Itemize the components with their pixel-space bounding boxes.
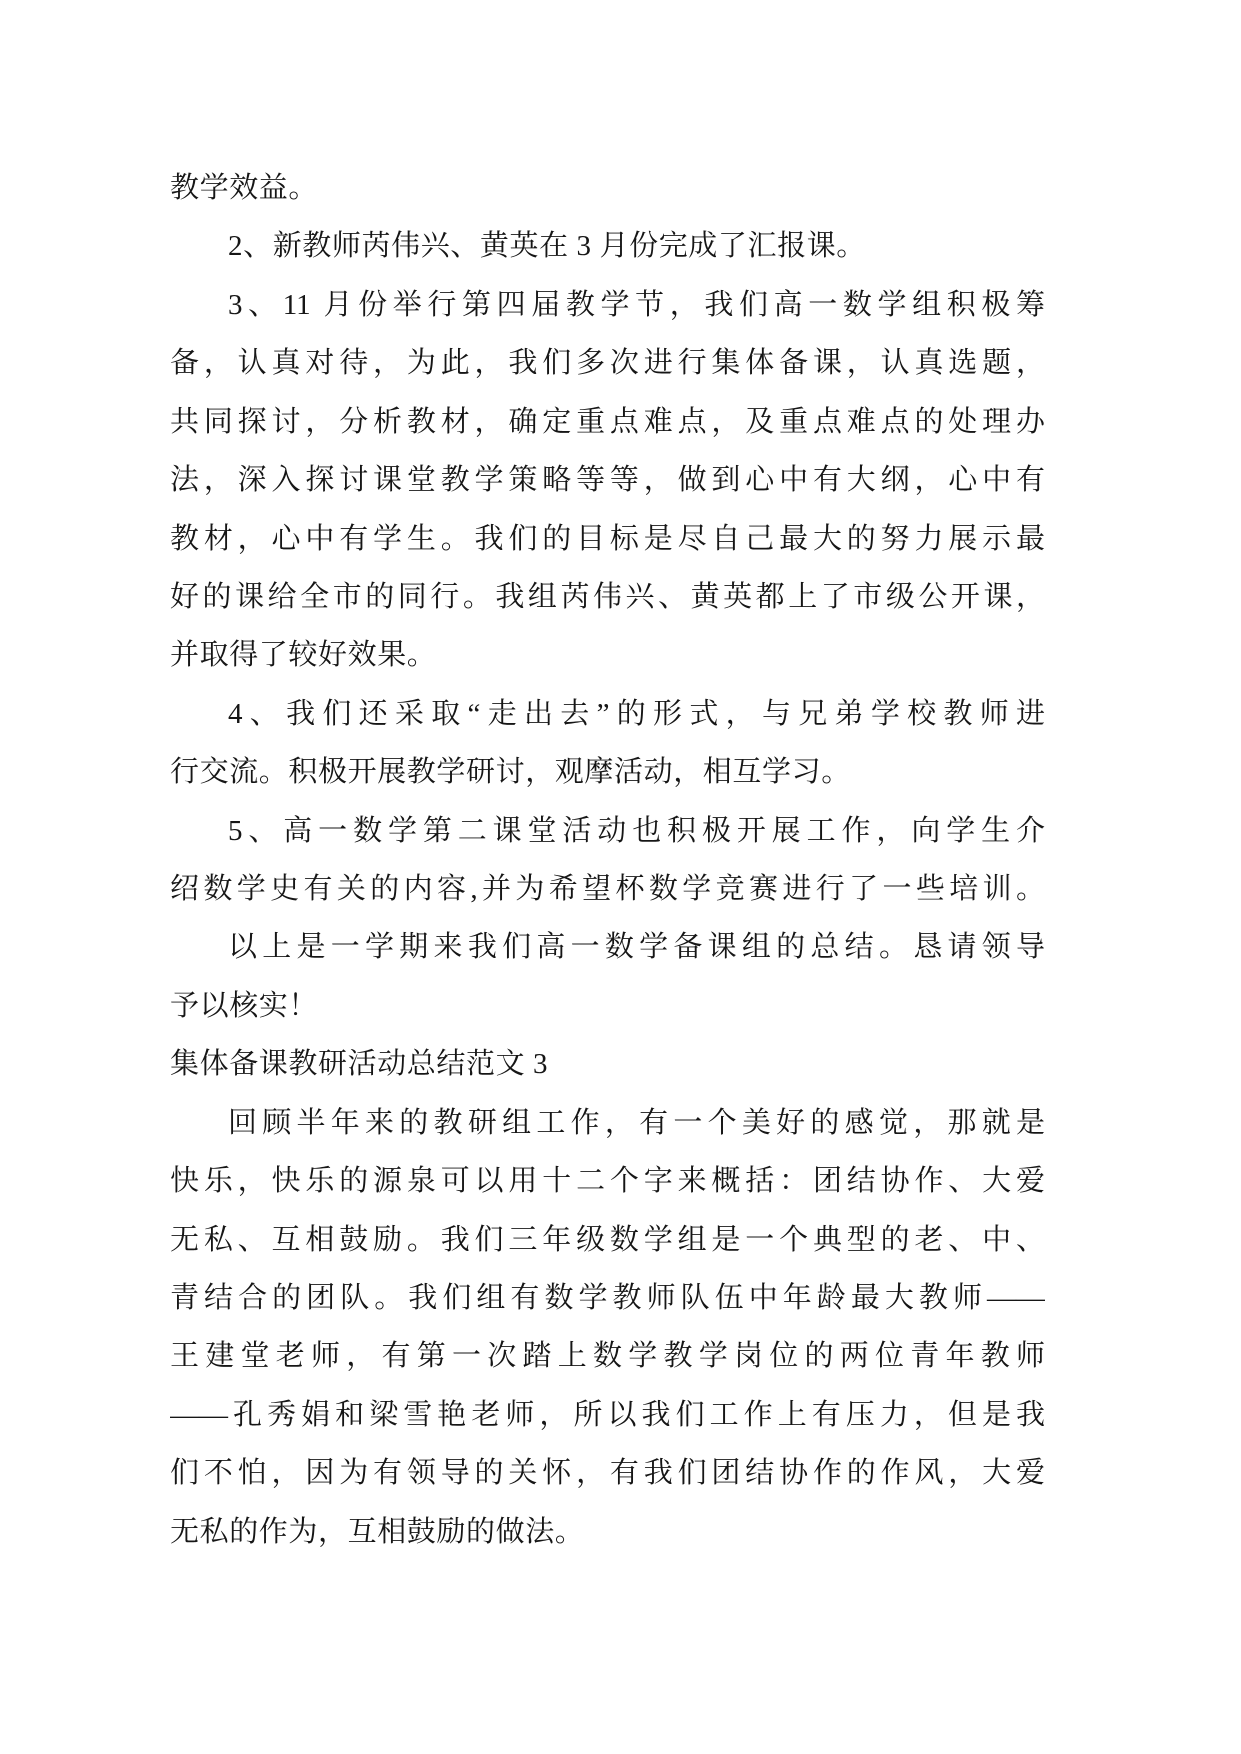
section-summary-3	[170, 1035, 1045, 1561]
text-line: 予以核实！	[170, 989, 319, 1022]
text-line: 好的课给全市的同行。我组芮伟兴、黄英都上了市级公开课，	[170, 580, 1045, 613]
paragraph	[170, 918, 1045, 1035]
text-line: 3、11 月份举行第四届教学节，我们高一数学组积极筹	[228, 288, 1045, 321]
text-line: 5、高一数学第二课堂活动也积极开展工作，向学生介	[228, 814, 1045, 847]
document-body	[170, 159, 1045, 1561]
text-line: 们不怕，因为有领导的关怀，有我们团结协作的作风，大爱	[170, 1457, 1045, 1490]
text-line: 备，认真对待，为此，我们多次进行集体备课，认真选题，	[170, 347, 1045, 380]
text-line: 2、新教师芮伟兴、黄英在 3 月份完成了汇报课。	[228, 230, 866, 263]
text-line: 教材，心中有学生。我们的目标是尽自己最大的努力展示最	[170, 522, 1045, 555]
text-line: 快乐，快乐的源泉可以用十二个字来概括：团结协作、大爱	[170, 1165, 1045, 1198]
text-line: 教学效益。	[170, 172, 319, 204]
text-line: 王建堂老师，有第一次踏上数学教学岗位的两位青年教师	[170, 1340, 1045, 1373]
paragraph	[170, 1094, 1045, 1561]
text-line: 法，深入探讨课堂教学策略等等，做到心中有大纲，心中有	[170, 464, 1045, 497]
text-line: 行交流。积极开展教学研讨，观摩活动，相互学习。	[170, 756, 851, 789]
section-heading: 集体备课教研活动总结范文 3	[170, 1048, 549, 1081]
paragraph	[170, 685, 1045, 802]
text-line: 青结合的团队。我们组有数学教师队伍中年龄最大教师——	[170, 1282, 1045, 1315]
text-line: 4、我们还采取“走出去”的形式，与兄弟学校教师进	[228, 697, 1045, 730]
text-line: 绍数学史有关的内容,并为希望杯数学竞赛进行了一些培训。	[170, 873, 1045, 906]
text-line: 回顾半年来的教研组工作，有一个美好的感觉，那就是	[228, 1106, 1045, 1139]
paragraph	[170, 217, 1045, 275]
text-line: ——孔秀娟和梁雪艳老师，所以我们工作上有压力，但是我	[170, 1398, 1045, 1431]
text-line: 无私、互相鼓励。我们三年级数学组是一个典型的老、中、	[170, 1223, 1045, 1256]
text-line: 无私的作为，互相鼓励的做法。	[170, 1515, 585, 1548]
paragraph	[170, 159, 1045, 217]
section-previous-summary	[170, 159, 1045, 1035]
text-line: 共同探讨，分析教材，确定重点难点，及重点难点的处理办	[170, 405, 1045, 438]
paragraph	[170, 802, 1045, 919]
paragraph	[170, 276, 1045, 685]
text-line: 以上是一学期来我们高一数学备课组的总结。恳请领导	[228, 931, 1045, 964]
text-line: 并取得了较好效果。	[170, 639, 437, 672]
